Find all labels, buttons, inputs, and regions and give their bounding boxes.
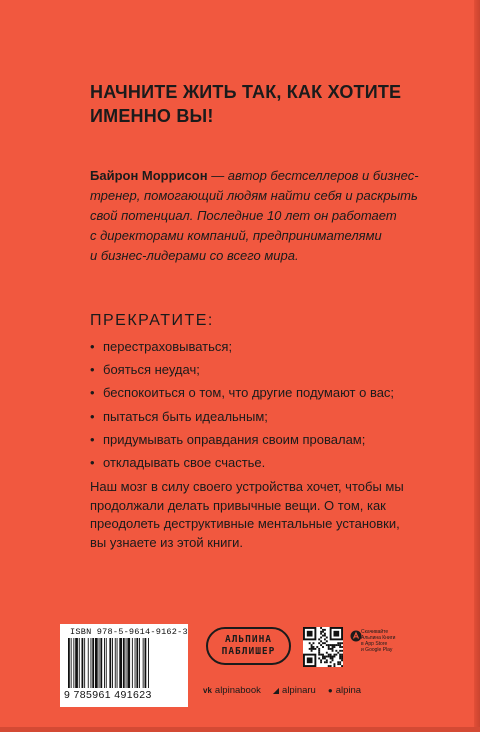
list-item — [90, 455, 440, 471]
bio-text: тренер, помогающий людям найти себя и раскрыть — [90, 188, 418, 203]
app-text-line: и Google Play — [361, 647, 393, 653]
bullet: • — [90, 431, 95, 447]
bio-text: и бизнес-лидерами со всего мира. — [90, 248, 299, 263]
list-item — [90, 362, 440, 378]
author-name: Байрон Моррисон — [90, 168, 208, 183]
publisher-logo-line: АЛЬПИНА — [224, 634, 273, 645]
closing-line: Наш мозг в силу своего устройства хочет, чтобы мы — [90, 479, 404, 494]
barcode-icon — [66, 638, 182, 690]
list-item-text: бояться неудач; — [103, 362, 200, 378]
bullet: • — [90, 362, 95, 378]
bullet: • — [90, 339, 95, 354]
barcode-digits: 9 785961 491623 — [64, 689, 152, 701]
social-alpina-label: alpina — [335, 685, 362, 696]
social-vk — [203, 685, 261, 696]
list-item-text: беспокоиться о том, что другие подумают о вас; — [103, 385, 395, 401]
closing-line: преодолеть деструктивные ментальные установки, — [90, 516, 400, 532]
cover-edge — [0, 727, 480, 732]
barcode-panel — [60, 624, 188, 707]
alpina-icon: ● — [327, 686, 333, 695]
list-item — [90, 432, 440, 448]
social-links — [203, 685, 361, 696]
list-item-text: пытаться быть идеальным; — [103, 408, 268, 424]
publisher-logo — [206, 627, 291, 665]
list-item — [90, 409, 440, 425]
headline — [90, 80, 430, 128]
closing-line: вы узнаете из этой книги. — [90, 535, 244, 551]
list-item-text: придумывать оправдания своим провалам; — [103, 431, 366, 447]
telegram-icon: ◢ — [272, 686, 280, 695]
bio-text: с директорами компаний, предпринимателями — [90, 228, 382, 243]
social-vk-label: alpinabook — [214, 685, 261, 696]
app-text-line: Альпина Книги — [361, 635, 396, 641]
stop-heading: ПРЕКРАТИТЕ: — [90, 312, 214, 329]
bullet: • — [90, 385, 95, 401]
app-download-text — [361, 629, 421, 653]
bio-text: свой потенциал. Последние 10 лет он работает — [90, 208, 397, 223]
author-bio — [90, 166, 440, 266]
app-text-line: Скачивайте — [361, 629, 389, 635]
bio-text: — автор бестселлеров и бизнес- — [207, 168, 419, 183]
bullet: • — [90, 454, 95, 470]
stop-list — [90, 339, 440, 478]
headline-line: ИМЕННО ВЫ! — [90, 106, 214, 126]
headline-line: НАЧНИТЕ ЖИТЬ ТАК, КАК ХОТИТЕ — [90, 82, 402, 102]
list-item-text: перестраховываться; — [103, 339, 233, 354]
social-telegram-label: alpinaru — [282, 685, 316, 696]
social-telegram — [273, 685, 316, 696]
isbn-text: ISBN 978-5-9614-9162-3 — [70, 627, 188, 637]
vk-icon: vk — [203, 686, 212, 695]
list-item-text: откладывать свое счастье. — [103, 454, 266, 470]
closing-line: продолжали делать привычные вещи. О том, как — [90, 497, 386, 513]
qr-code-icon — [303, 627, 343, 667]
list-item — [90, 385, 440, 401]
app-text-line: в App Store — [361, 641, 388, 647]
closing-paragraph — [90, 478, 440, 553]
social-alpina — [328, 685, 361, 696]
bullet: • — [90, 408, 95, 424]
publisher-logo-line: ПАБЛИШЕР — [221, 646, 276, 657]
list-item — [90, 339, 440, 355]
cover-edge — [474, 0, 480, 732]
